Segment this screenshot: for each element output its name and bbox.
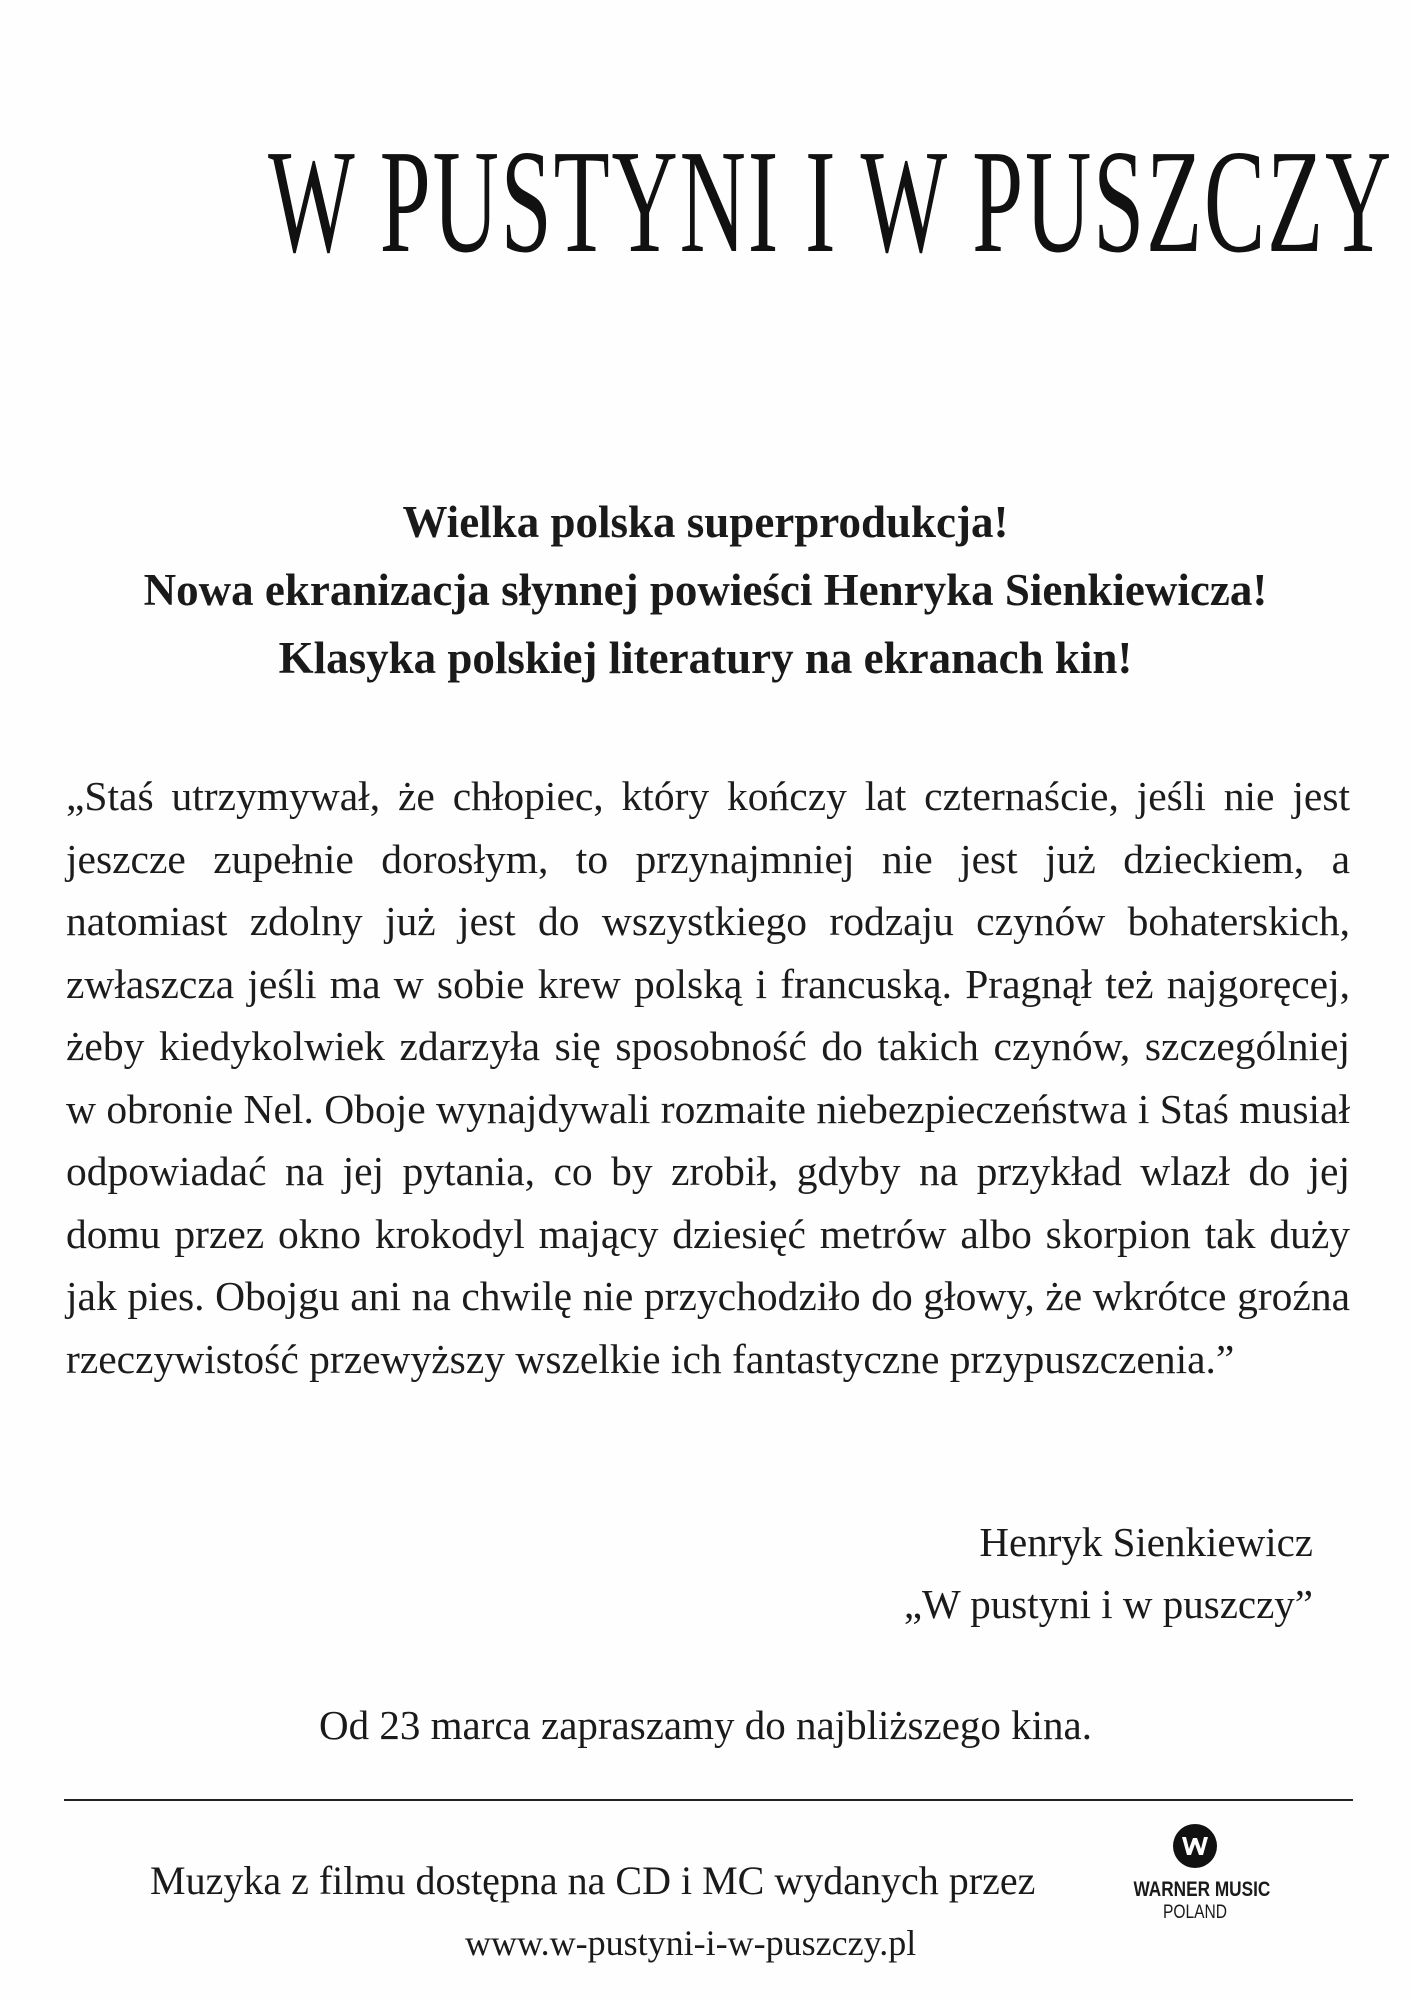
attribution-work: „W pustyni i w puszczy” [903,1581,1313,1627]
quote-attribution [904,1511,1313,1635]
divider [64,1799,1353,1801]
tagline: Klasyka polskiej literatury na ekranach kin! [278,633,1133,683]
label-country: POLAND [1162,1902,1228,1923]
website-link[interactable]: www.w-pustyni-i-w-puszczy.pl [465,1923,917,1963]
book-quote: „Staś utrzymywał, że chłopiec, który kończy lat czternaście, jeśli nie jest jeszcze zupełnie dorosłym, to przynajmniej nie jest już dzieckiem, a natomiast zdolny już jest do wszystkiego rodzaju czynów bohaterskich, zwłaszcza jeśli ma w sobie krew polską i francuską. Pragnął też najgoręcej, żeby kiedykolwiek zdarzyła się sposobność do takich czynów, szczególniej w obronie Nel. Oboje wynajdywali rozmaite niebezpieczeństwa i Staś musiał odpowiadać na jej pytania, co by zrobił, gdyby na przykład wlazł do jej domu przez okno krokodyl mający dziesięć metrów albo skorpion tak duży jak pies. Obojgu ani na chwilę nie przychodziło do głowy, że wkrótce groźna rzeczywistość przewyższy wszelkie ich fantastyczne przypuszczenia.” [66,773,1350,1382]
premiere-date-text: Od 23 marca zapraszamy do najbliższego kina. [319,1702,1092,1748]
label-brand: WARNER MUSIC [1133,1878,1271,1901]
poster-title: W PUSTYNI I W PUSZCZY [268,120,1394,284]
attribution-author: Henryk Sienkiewicz [979,1519,1313,1565]
tagline: Wielka polska superprodukcja! [402,497,1009,547]
tagline: Nowa ekranizacja słynnej powieści Henryka Sienkiewicza! [143,565,1268,615]
taglines [0,488,1411,692]
warner-music-logo-icon [1171,1822,1219,1870]
soundtrack-text: Muzyka z filmu dostępna na CD i MC wydanych przez [150,1858,1036,1903]
warner-music-logo [1120,1822,1270,1924]
